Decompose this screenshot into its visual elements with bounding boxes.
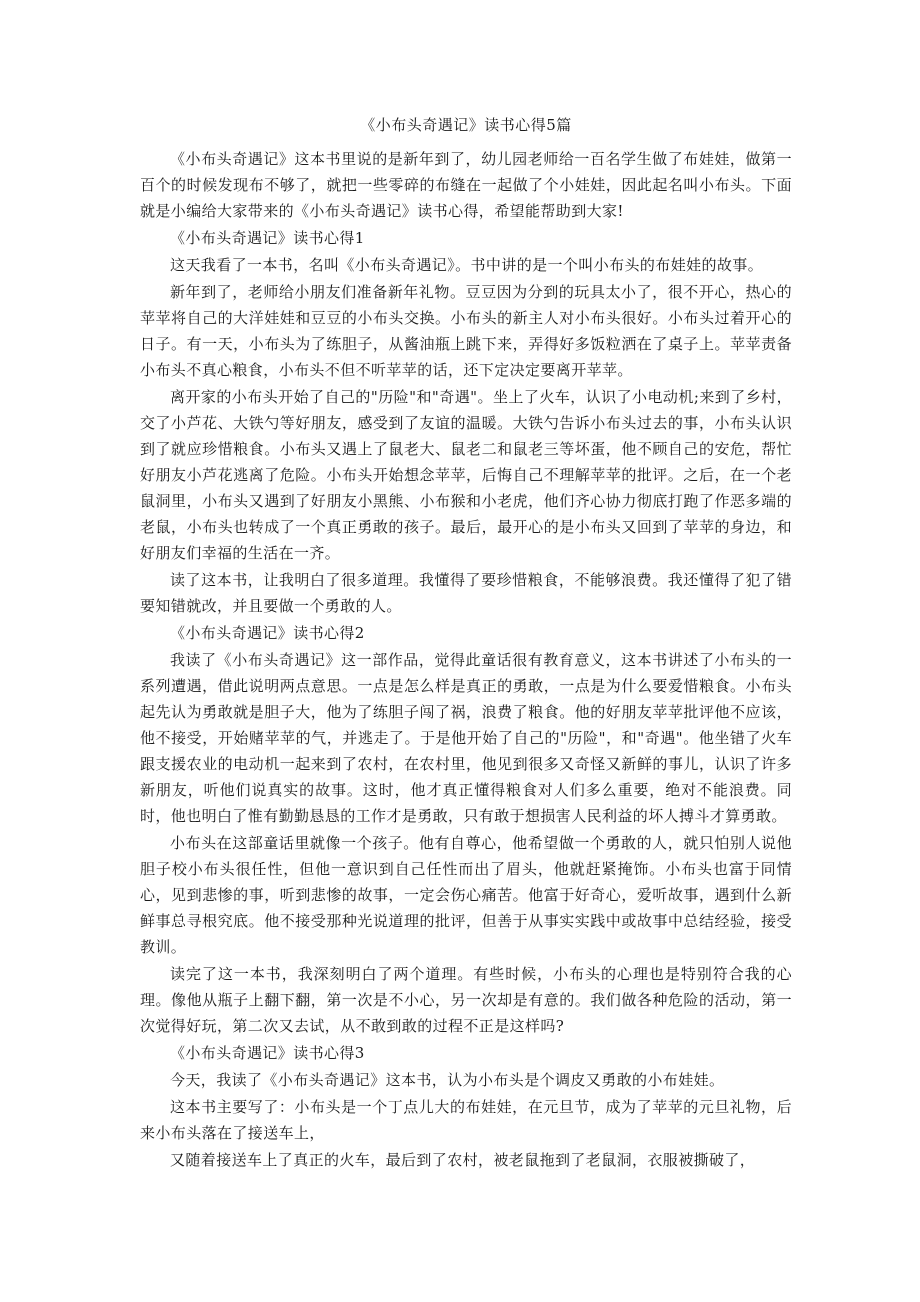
document-page <box>140 114 792 1174</box>
section-3-paragraph: 今天，我读了《小布头奇遇记》这本书，认为小布头是个调皮又勇敢的小布娃娃。 <box>170 1071 725 1089</box>
section-3-paragraph: 又随着接送车上了真正的火车，最后到了农村，被老鼠拖到了老鼠洞，衣服被撕破了， <box>170 1151 756 1169</box>
section-1-paragraph: 这天我看了一本书，名叫《小布头奇遇记》。书中讲的是一个叫小布头的布娃娃的故事。 <box>170 256 764 274</box>
section-1-paragraph: 读了这本书，让我明白了很多道理。我懂得了要珍惜粮食，不能够浪费。我还懂得了犯了错要知错就改，并且要做一个勇敢的人。 <box>140 571 792 615</box>
intro-paragraph: 《小布头奇遇记》这本书里说的是新年到了，幼儿园老师给一百名学生做了布娃娃，做第一百个的时候发现布不够了，就把一些零碎的布缝在一起做了个小娃娃，因此起名叫小布头。下面就是小编给大家带来的《小布头奇遇记》读书心得，希望能帮助到大家! <box>140 150 792 220</box>
section-2-heading: 《小布头奇遇记》读书心得2 <box>170 624 365 642</box>
section-1-heading: 《小布头奇遇记》读书心得1 <box>170 229 365 247</box>
section-1-paragraph: 离开家的小布头开始了自己的"历险"和"奇遇"。坐上了火车，认识了小电动机;来到了乡村，交了小芦花、大铁勺等好朋友，感受到了友谊的温暖。大铁勺告诉小布头过去的事，小布头认识到了就应珍惜粮食。小布头又遇上了鼠老大、鼠老二和鼠老三等坏蛋，他不顾自己的安危，帮忙好朋友小芦花逃离了危险。小布头开始想念苹苹，后悔自己不理解苹苹的批评。之后，在一个老鼠洞里，小布头又遇到了好朋友小黑熊、小布猴和小老虎，他们齐心协力彻底打跑了作恶多端的老鼠，小布头也转成了一个真正勇敢的孩子。最后，最开心的是小布头又回到了苹苹的身边，和好朋友们幸福的生活在一齐。 <box>140 388 792 562</box>
section-2-paragraph: 我读了《小布头奇遇记》这一部作品，觉得此童话很有教育意义，这本书讲述了小布头的一系列遭遇，借此说明两点意思。一点是怎么样是真正的勇敢，一点是为什么要爱惜粮食。小布头起先认为勇敢就是胆子大，他为了练胆子闯了祸，浪费了粮食。他的好朋友苹苹批评他不应该，他不接受，开始赌苹苹的气，并逃走了。于是他开始了自己的"历险"，和"奇遇"。他坐错了火车跟支援农业的电动机一起来到了农村，在农村里，他见到很多又奇怪又新鲜的事儿，认识了许多新朋友，听他们说真实的故事。这时，他才真正懂得粮食对人们多么重要，绝对不能浪费。同时，他也明白了惟有勤勤恳恳的工作才是勇敢，只有敢于想损害人民利益的坏人搏斗才算勇敢。 <box>140 651 792 825</box>
document-title: 《小布头奇遇记》读书心得5篇 <box>360 116 572 134</box>
section-2-paragraph: 读完了这一本书，我深刻明白了两个道理。有些时候，小布头的心理也是特别符合我的心理。像他从瓶子上翻下翻，第一次是不小心，另一次却是有意的。我们做各种危险的活动，第一次觉得好玩，第二次又去试，从不敢到敢的过程不正是这样吗? <box>140 965 792 1035</box>
section-3-heading: 《小布头奇遇记》读书心得3 <box>170 1044 365 1062</box>
section-3-paragraph: 这本书主要写了：小布头是一个丁点儿大的布娃娃，在元旦节，成为了苹苹的元旦礼物，后来小布头落在了接送车上， <box>140 1098 792 1142</box>
section-1-paragraph: 新年到了，老师给小朋友们准备新年礼物。豆豆因为分到的玩具太小了，很不开心，热心的苹苹将自己的大洋娃娃和豆豆的小布头交换。小布头的新主人对小布头很好。小布头过着开心的日子。有一天，小布头为了练胆子，从酱油瓶上跳下来，弄得好多饭粒洒在了桌子上。苹苹责备小布头不真心粮食，小布头不但不听苹苹的话，还下定决定要离开苹苹。 <box>140 283 792 379</box>
section-2-paragraph: 小布头在这部童话里就像一个孩子。他有自尊心，他希望做一个勇敢的人，就只怕别人说他胆子校小布头很任性，但他一意识到自己任性而出了眉头，他就赶紧掩饰。小布头也富于同情心，见到悲惨的事，听到悲惨的故事，一定会伤心痛苦。他富于好奇心，爱听故事，遇到什么新鲜事总寻根究底。他不接受那种光说道理的批评，但善于从事实实践中或故事中总结经验，接受教训。 <box>140 834 792 956</box>
